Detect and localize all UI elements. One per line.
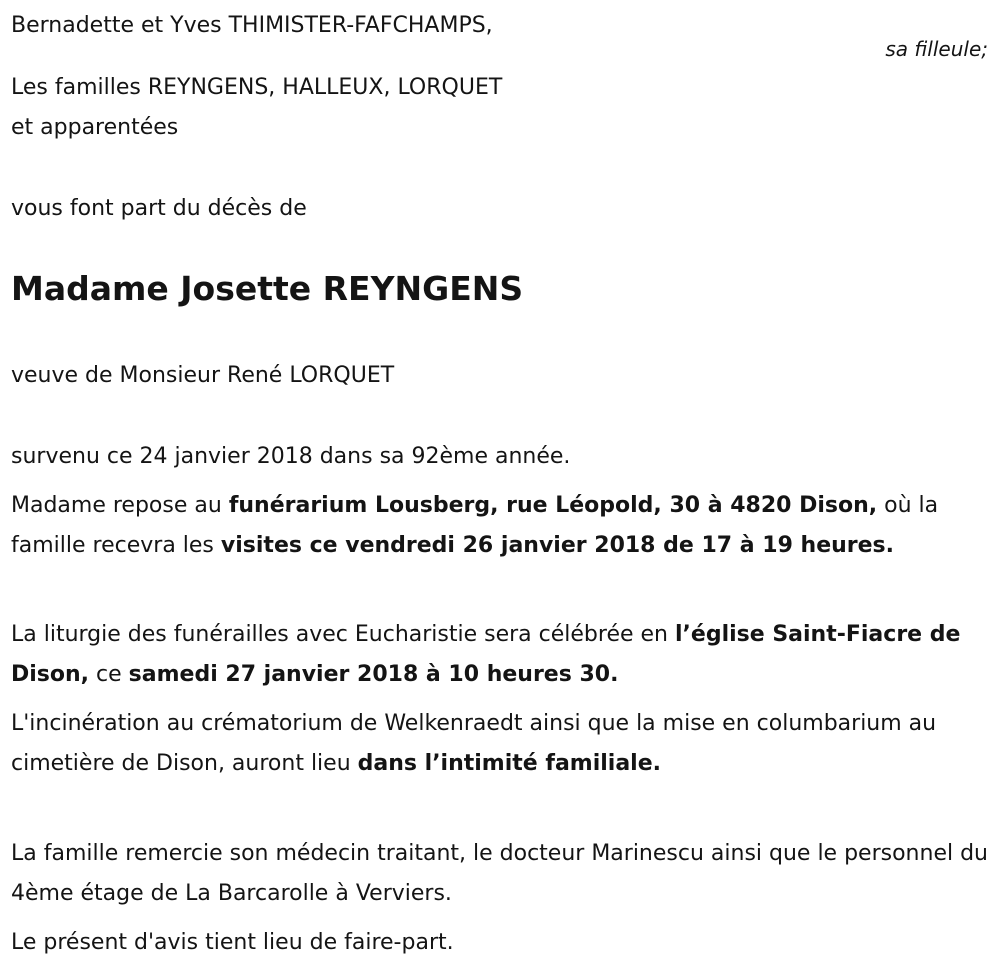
visits-time: visites ce vendredi 26 janvier 2018 de 17 à 19 heures. [220, 533, 895, 558]
announcement-text: vous font part du décès de [11, 196, 307, 221]
church-name: l’église Saint-Fiacre de Dison, [11, 622, 961, 687]
spouse-line: veuve de Monsieur René LORQUET [11, 363, 395, 388]
funeral-home-address: funérarium Lousberg, rue Léopold, 30 à 4820 Dison, [228, 493, 878, 518]
liturgy-prefix: La liturgie des funérailles avec Eucharistie sera célébrée en [11, 622, 675, 647]
closing-line: Le présent d'avis tient lieu de faire-part. [11, 930, 454, 955]
senders-line: Bernadette et Yves THIMISTER-FAFCHAMPS, [11, 13, 493, 38]
liturgy-paragraph [11, 615, 996, 695]
senders-relation-note: sa filleule; [885, 37, 988, 61]
liturgy-mid: ce [89, 662, 129, 687]
repose-prefix: Madame repose au [11, 493, 229, 518]
cremation-text: L'incinération au crématorium de Welkenraedt ainsi que la mise en columbarium au cimetière de Dison, auront lieu [11, 711, 937, 776]
cremation-paragraph [11, 704, 996, 784]
deceased-name: Madame Josette REYNGENS [11, 269, 524, 308]
cremation-privacy: dans l’intimité familiale. [357, 751, 661, 776]
families-line: Les familles REYNGENS, HALLEUX, LORQUET [11, 75, 503, 100]
death-date-line: survenu ce 24 janvier 2018 dans sa 92ème année. [11, 444, 571, 469]
repose-paragraph [11, 486, 996, 566]
visits-prefix: où la famille recevra les [11, 493, 939, 558]
thanks-paragraph: La famille remercie son médecin traitant, le docteur Marinescu ainsi que le personnel du 4ème étage de La Barcarolle à Verviers. [11, 841, 988, 906]
liturgy-time: samedi 27 janvier 2018 à 10 heures 30. [128, 662, 619, 687]
families-line-2: et apparentées [11, 115, 179, 140]
